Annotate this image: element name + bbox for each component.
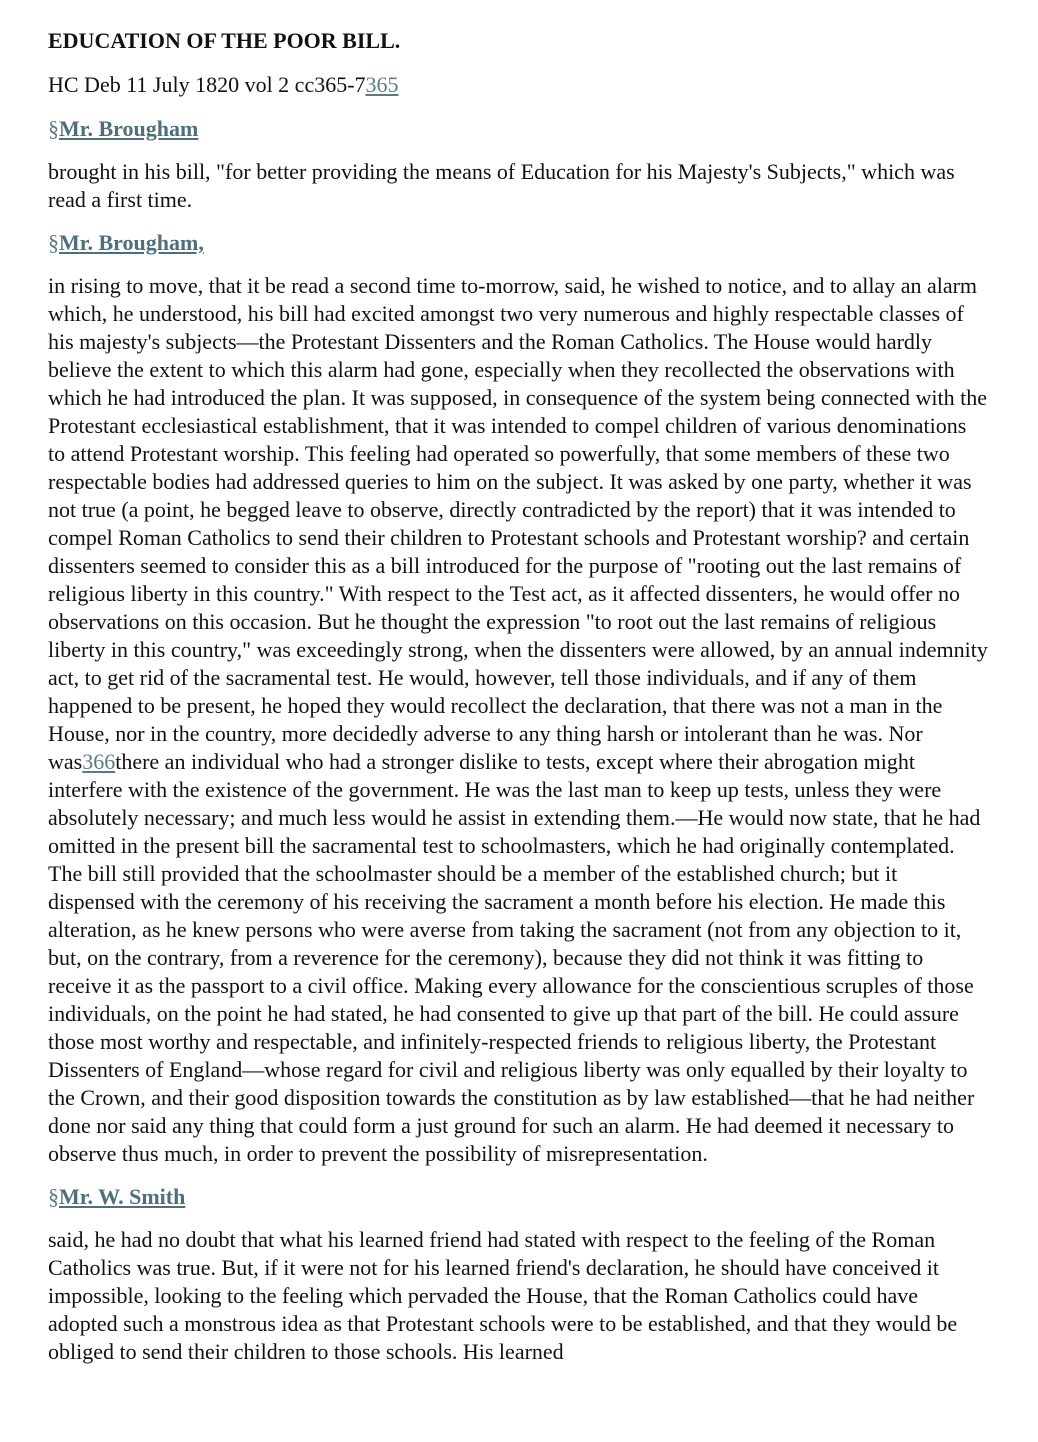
speech-text-part-1: in rising to move, that it be read a second time to-morrow, said, he wished to notice, and to allay an alarm which, he understood, his bill had excited amongst two very numerous and highly respectable classes of his majesty's subjects—the Protestant Dissenters and the Roman Catholics. The House would hardly believe the extent to which this alarm had gone, especially when they recollected the observations with which he had introduced the plan. It was supposed, in consequence of the system being connected with the Protestant ecclesiastical establishment, that it was intended to compel children of various denominations to attend Protestant worship. This feeling had operated so powerfully, that some members of these two respectable bodies had addressed queries to him on the subject. It was asked by one party, whether it was not true (a point, he begged leave to observe, directly contradicted by the report) that it was intended to compel Roman Catholics to send their children to Protestant schools and Protestant worship? and certain dissenters seemed to consider this as a bill introduced for the purpose of "rooting out the last remains of religious liberty in this country." With respect to the Test act, as it affected dissenters, he would offer no observations on this occasion. But he thought the expression "to root out the last remains of religious liberty in this country," was exceedingly strong, when the dissenters were allowed, by an annual indemnity act, to get rid of the sacramental test. He would, however, tell those individuals, and if any of them happened to be present, he hoped they would recollect the declaration, that there was not a man in the House, nor in the country, more decidedly adverse to any thing harsh or intolerant than he was. Nor was [48, 273, 988, 774]
section-mark: § [48, 116, 59, 141]
page-title: EDUCATION OF THE POOR BILL. [48, 28, 401, 53]
section-mark: § [48, 230, 59, 255]
speaker-link-w-smith[interactable]: Mr. W. Smith [59, 1184, 186, 1209]
speech-text: brought in his bill, "for better providing the means of Education for his Majesty's Subjects," which was read a first time. [48, 159, 955, 212]
speech-text-part-2: there an individual who had a stronger dislike to tests, except where their abrogation might interfere with the existence of the government. He was the last man to keep up tests, unless they were absolutely necessary; and much less would he assist in extending them.—He would now state, that he had omitted in the present bill the sacramental test to schoolmasters, which he had originally contemplated. The bill still provided that the schoolmaster should be a member of the established church; but it dispensed with the ceremony of his receiving the sacrament a month before his election. He made this alteration, as he knew persons who were averse from taking the sacrament (not from any objection to it, but, on the contrary, from a reverence for the ceremony), because they did not think it was fitting to receive it as the passport to a civil office. Making every allowance for the conscientious scruples of those individuals, on the point he had stated, he had consented to give up that part of the bill. He could assure those most worthy and respectable, and infinitely-respected friends to religious liberty, the Protestant Dissenters of England—whose regard for civil and religious liberty was only equalled by their loyalty to the Crown, and their good disposition towards the constitution as by law established—that he had neither done nor said any thing that could form a just ground for such an alarm. He had deemed it necessary to observe thus much, in order to prevent the possibility of misrepresentation. [48, 749, 981, 1166]
speech-text [48, 272, 988, 1168]
document-page [48, 26, 988, 1366]
speaker-heading [48, 114, 988, 144]
section-mark: § [48, 1184, 59, 1209]
column-link-366[interactable]: 366 [82, 749, 116, 774]
speaker-heading [48, 1182, 988, 1212]
speaker-link-brougham[interactable]: Mr. Brougham [59, 116, 199, 141]
column-link-365[interactable]: 365 [365, 72, 399, 97]
speaker-heading [48, 228, 988, 258]
source-citation [48, 70, 988, 100]
source-text: HC Deb 11 July 1820 vol 2 cc365-7 [48, 72, 366, 97]
speech-text: said, he had no doubt that what his learned friend had stated with respect to the feeling of the Roman Catholics was true. But, if it were not for his learned friend's declaration, he should have conceived it impossible, looking to the feeling which pervaded the House, that the Roman Catholics could have adopted such a monstrous idea as that Protestant schools were to be established, and that they would be obliged to send their children to those schools. His learned [48, 1227, 958, 1364]
speaker-link-brougham-2[interactable]: Mr. Brougham, [59, 230, 204, 255]
